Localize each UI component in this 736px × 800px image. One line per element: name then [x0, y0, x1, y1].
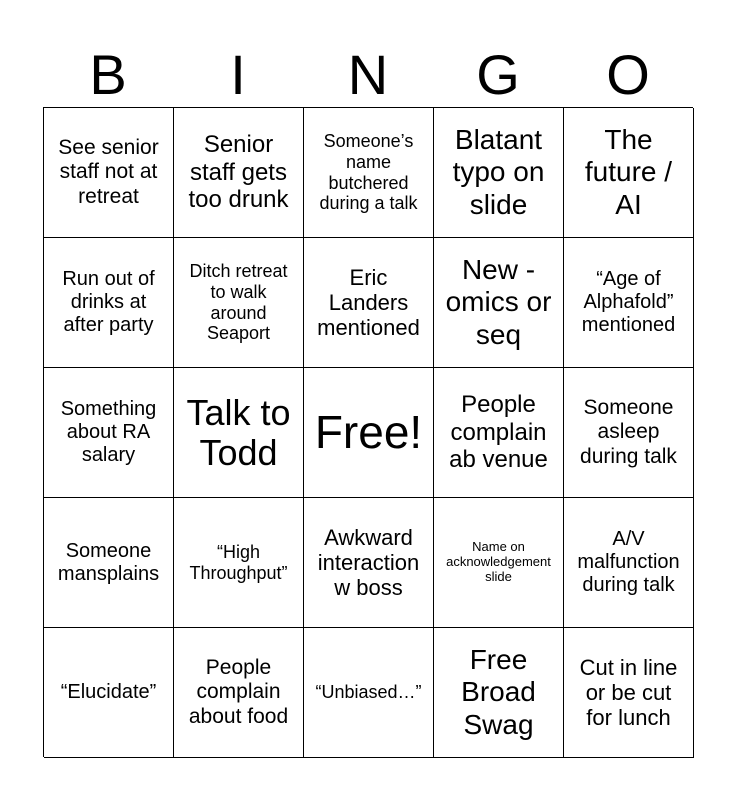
bingo-cell[interactable]	[44, 628, 174, 758]
cell-text: Ditch retreat to walk around Seaport	[189, 261, 288, 344]
bingo-cell[interactable]	[44, 368, 174, 498]
bingo-cell[interactable]	[304, 238, 434, 368]
bingo-cell[interactable]	[304, 498, 434, 628]
bingo-cell[interactable]	[434, 108, 564, 238]
cell-text: Something about RA salary	[60, 398, 157, 466]
header-letter-b: B	[89, 43, 127, 106]
cell-text: Someone’s name butchered during a talk	[319, 131, 418, 214]
cell-text: Someone mansplains	[57, 539, 160, 585]
cell-text: Cut in line or be cut for lunch	[579, 654, 678, 731]
cell-text: “Elucidate”	[60, 681, 157, 703]
bingo-cell[interactable]	[434, 238, 564, 368]
cell-text: Awkward interaction w boss	[317, 524, 420, 601]
bingo-header	[43, 42, 693, 108]
cell-text: “Age of Alphafold” mentioned	[581, 268, 676, 336]
bingo-cell[interactable]	[304, 628, 434, 758]
header-letter-o: O	[606, 43, 650, 106]
bingo-cell[interactable]	[564, 108, 694, 238]
bingo-cell[interactable]	[564, 498, 694, 628]
cell-text: Eric Landers mentioned	[317, 264, 420, 341]
cell-text: Name on acknowledgement slide	[446, 539, 551, 584]
bingo-cell[interactable]	[174, 368, 304, 498]
bingo-cell[interactable]	[564, 238, 694, 368]
header-letter-g: G	[476, 43, 520, 106]
cell-text: Someone asleep during talk	[580, 396, 677, 468]
bingo-cell[interactable]	[434, 368, 564, 498]
bingo-cell[interactable]	[564, 368, 694, 498]
cell-text: A/V malfunction during talk	[577, 528, 680, 596]
bingo-cell[interactable]	[434, 498, 564, 628]
bingo-cell[interactable]	[174, 108, 304, 238]
bingo-cell[interactable]	[304, 108, 434, 238]
bingo-grid	[43, 107, 693, 757]
bingo-cell[interactable]	[174, 498, 304, 628]
bingo-cell[interactable]	[44, 108, 174, 238]
header-letter-n: N	[347, 43, 389, 106]
bingo-cell[interactable]	[564, 628, 694, 758]
cell-text: Free Broad Swag	[461, 644, 536, 740]
cell-text: See senior staff not at retreat	[58, 136, 159, 208]
bingo-cell[interactable]	[174, 628, 304, 758]
cell-text: Free!	[314, 406, 423, 459]
cell-text: The future / AI	[584, 124, 673, 220]
bingo-cell[interactable]	[434, 628, 564, 758]
cell-text: Run out of drinks at after party	[62, 268, 155, 336]
cell-text: “Unbiased…”	[315, 682, 422, 703]
cell-text: “High Throughput”	[189, 541, 288, 583]
bingo-cell[interactable]	[44, 238, 174, 368]
cell-text: Senior staff gets too drunk	[188, 131, 289, 214]
cell-text: New -omics or seq	[445, 254, 552, 350]
bingo-cell[interactable]	[174, 238, 304, 368]
bingo-cell[interactable]	[44, 498, 174, 628]
cell-text: People complain ab venue	[449, 391, 548, 474]
cell-text: Talk to Todd	[186, 391, 291, 473]
cell-text: Blatant typo on slide	[452, 124, 545, 220]
cell-text: People complain about food	[188, 656, 289, 728]
bingo-cell-free[interactable]	[304, 368, 434, 498]
header-letter-i: I	[230, 43, 246, 106]
